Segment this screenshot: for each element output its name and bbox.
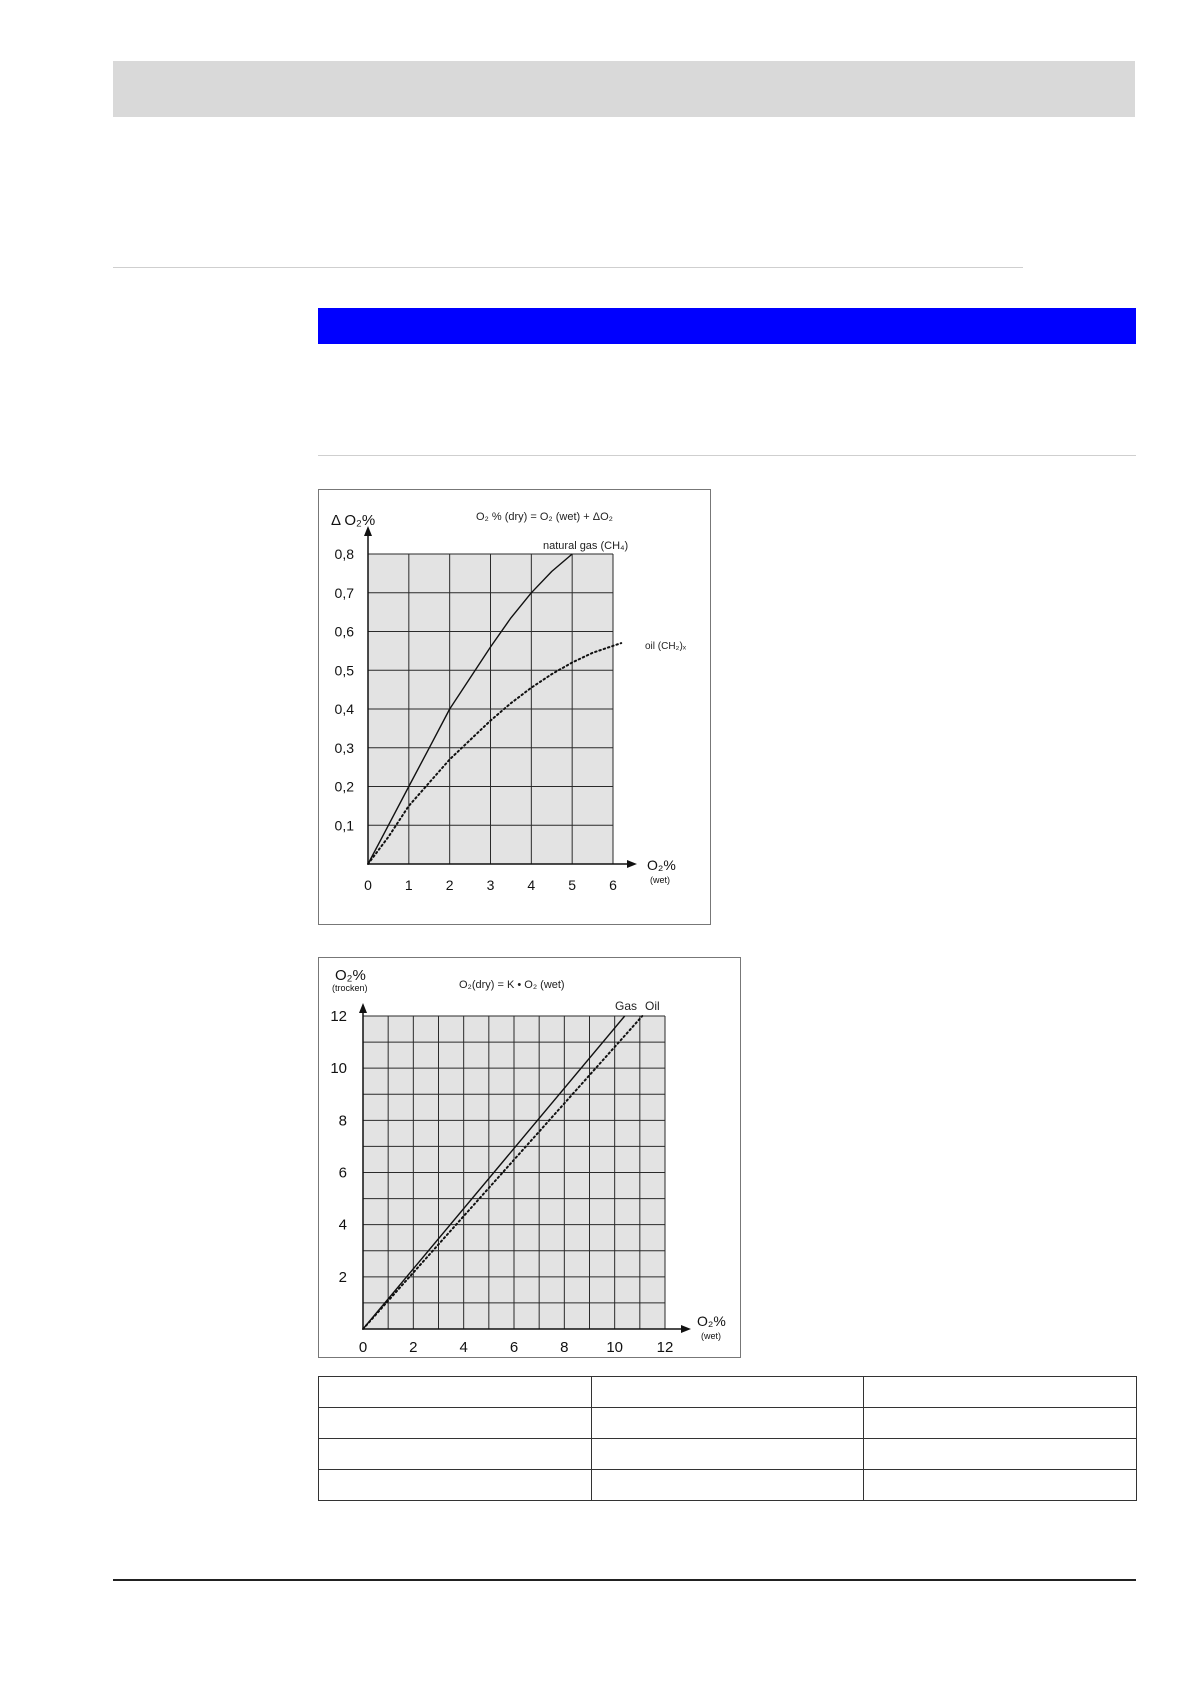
y-tick-label: 6	[338, 1164, 347, 1182]
y-tick-label: 2	[338, 1268, 347, 1286]
x-tick-label: 1	[404, 877, 413, 893]
table-cell	[319, 1408, 592, 1439]
y-tick-label: 0,4	[334, 701, 354, 717]
y-axis-arrow	[359, 1003, 367, 1013]
x-tick-label: 0	[358, 1339, 368, 1356]
y-tick-label: 0,5	[334, 662, 354, 679]
note-banner	[318, 308, 1136, 344]
y-axis-label: O₂%	[335, 967, 366, 984]
y-tick-label: 0,6	[334, 623, 354, 640]
y-axis-label: Δ O₂%	[331, 512, 376, 529]
x-axis-label: O₂%	[647, 857, 676, 873]
x-axis-sublabel: (wet)	[701, 1331, 721, 1341]
x-tick-label: 5	[568, 877, 577, 893]
x-tick-label: 0	[364, 877, 372, 893]
table-cell	[864, 1439, 1137, 1470]
table-cell	[591, 1408, 864, 1439]
series-label-gas: Gas	[615, 999, 638, 1013]
table-cell	[319, 1377, 592, 1408]
table-cell	[319, 1470, 592, 1501]
table-row	[319, 1439, 1137, 1470]
x-tick-label: 2	[445, 877, 454, 893]
table-cell	[864, 1408, 1137, 1439]
x-tick-label: 4	[527, 877, 536, 893]
y-tick-label: 12	[330, 1008, 347, 1025]
series-label-gas: natural gas (CH₄)	[543, 540, 629, 552]
y-tick-label: 0,1	[334, 817, 354, 834]
y-tick-label: 4	[338, 1216, 347, 1234]
chart-formula: O₂(dry) = K • O₂ (wet)	[459, 979, 565, 991]
data-table	[318, 1376, 1137, 1501]
x-tick-label: 6	[509, 1339, 519, 1356]
section-divider	[113, 267, 1023, 268]
x-axis-label: O₂%	[697, 1313, 726, 1329]
x-tick-label: 10	[606, 1339, 624, 1356]
note-divider	[318, 455, 1136, 456]
o2-dry-vs-wet-chart	[318, 957, 741, 1358]
table-cell	[864, 1377, 1137, 1408]
x-tick-label: 12	[656, 1339, 674, 1356]
o2-dry-vs-wet-chart-svg	[319, 958, 740, 1357]
header-bar	[113, 61, 1135, 117]
table-cell	[864, 1470, 1137, 1501]
table-row	[319, 1408, 1137, 1439]
delta-o2-chart	[318, 489, 711, 925]
y-axis-sublabel: (trocken)	[332, 983, 368, 993]
series-label-oil: Oil	[645, 999, 660, 1013]
x-axis-arrow	[627, 860, 637, 868]
table-cell	[591, 1377, 864, 1408]
table-cell	[591, 1470, 864, 1501]
data-table-wrap	[318, 1376, 1137, 1501]
table-row	[319, 1377, 1137, 1408]
y-tick-label: 0,3	[334, 739, 354, 756]
y-tick-label: 10	[330, 1060, 347, 1078]
y-tick-label: 0,2	[334, 778, 354, 795]
x-tick-label: 4	[459, 1339, 468, 1356]
x-tick-label: 2	[409, 1339, 418, 1356]
series-label-oil: oil (CH₂)ₓ	[645, 641, 687, 652]
x-tick-label: 3	[486, 877, 495, 893]
delta-o2-chart-svg	[319, 490, 710, 924]
y-tick-label: 8	[338, 1112, 347, 1130]
x-axis-arrow	[681, 1325, 691, 1333]
table-cell	[319, 1439, 592, 1470]
y-tick-label: 0,7	[334, 584, 354, 601]
x-tick-label: 8	[560, 1339, 569, 1356]
footer-divider	[113, 1579, 1136, 1581]
x-axis-sublabel: (wet)	[650, 875, 670, 885]
chart-formula: O₂ % (dry) = O₂ (wet) + ΔO₂	[476, 511, 613, 523]
y-tick-label: 0,8	[334, 546, 354, 562]
x-tick-label: 6	[609, 877, 617, 893]
table-cell	[591, 1439, 864, 1470]
table-row	[319, 1470, 1137, 1501]
